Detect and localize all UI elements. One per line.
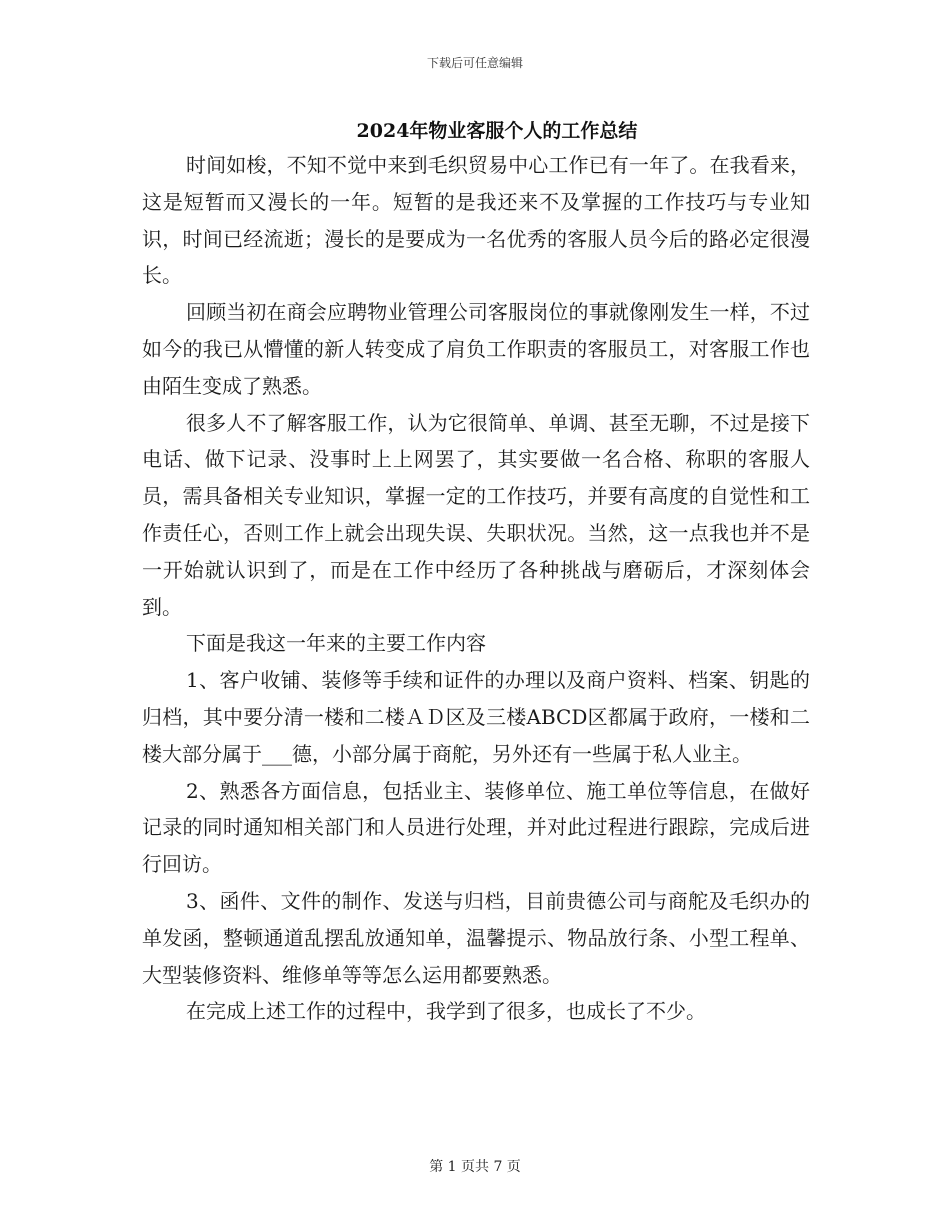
page-number: 第 1 页共 7 页 bbox=[429, 1159, 521, 1175]
paragraph-understanding: 很多人不了解客服工作，认为它很简单、单调、甚至无聊，不过是接下电话、做下记录、没事时上上网罢了，其实要做一名合格、称职的客服人员，需具备相关专业知识，掌握一定的工作技巧，并要有高度的自觉性和工作责任心，否则工作上就会出现失误、失职状况。当然，这一点我也并不是一开始就认识到了，而是在工作中经历了各种挑战与磨砺后，才深刻体会到。 bbox=[142, 410, 810, 619]
paragraph-conclusion: 在完成上述工作的过程中，我学到了很多，也成长了不少。 bbox=[186, 999, 706, 1024]
paragraph-review: 回顾当初在商会应聘物业管理公司客服岗位的事就像刚发生一样，不过如今的我已从懵懂的新人转变成了肩负工作职责的客服员工，对客服工作也由陌生变成了熟悉。 bbox=[142, 300, 810, 398]
paragraph-work-intro: 下面是我这一年来的主要工作内容 bbox=[186, 631, 486, 656]
list-item-3: 3、函件、文件的制作、发送与归档，目前贵德公司与商舵及毛织办的单发函，整顿通道乱摆乱放通知单，温馨提示、物品放行条、小型工程单、大型装修资料、维修单等等怎么运用都要熟悉。 bbox=[142, 888, 810, 987]
list-item-1: 1、客户收铺、装修等手续和证件的办理以及商户资料、档案、钥匙的归档，其中要分清一楼和二楼ＡＤ区及三楼ABCD区都属于政府，一楼和二楼大部分属于___德，小部分属于商舵，另外还有一些属于私人业主。 bbox=[142, 668, 810, 766]
document-title: 2024年物业客服个人的工作总结 bbox=[356, 120, 638, 142]
list-item-2: 2、熟悉各方面信息，包括业主、装修单位、施工单位等信息，在做好记录的同时通知相关部门和人员进行处理，并对此过程进行跟踪，完成后进行回访。 bbox=[142, 778, 810, 877]
document-body bbox=[142, 147, 810, 1030]
header-note: 下载后可任意编辑 bbox=[426, 56, 523, 70]
paragraph-intro: 时间如梭，不知不觉中来到毛织贸易中心工作已有一年了。在我看来，这是短暂而又漫长的一年。短暂的是我还来不及掌握的工作技巧与专业知识，时间已经流逝；漫长的是要成为一名优秀的客服人员今后的路必定很漫长。 bbox=[142, 153, 810, 288]
